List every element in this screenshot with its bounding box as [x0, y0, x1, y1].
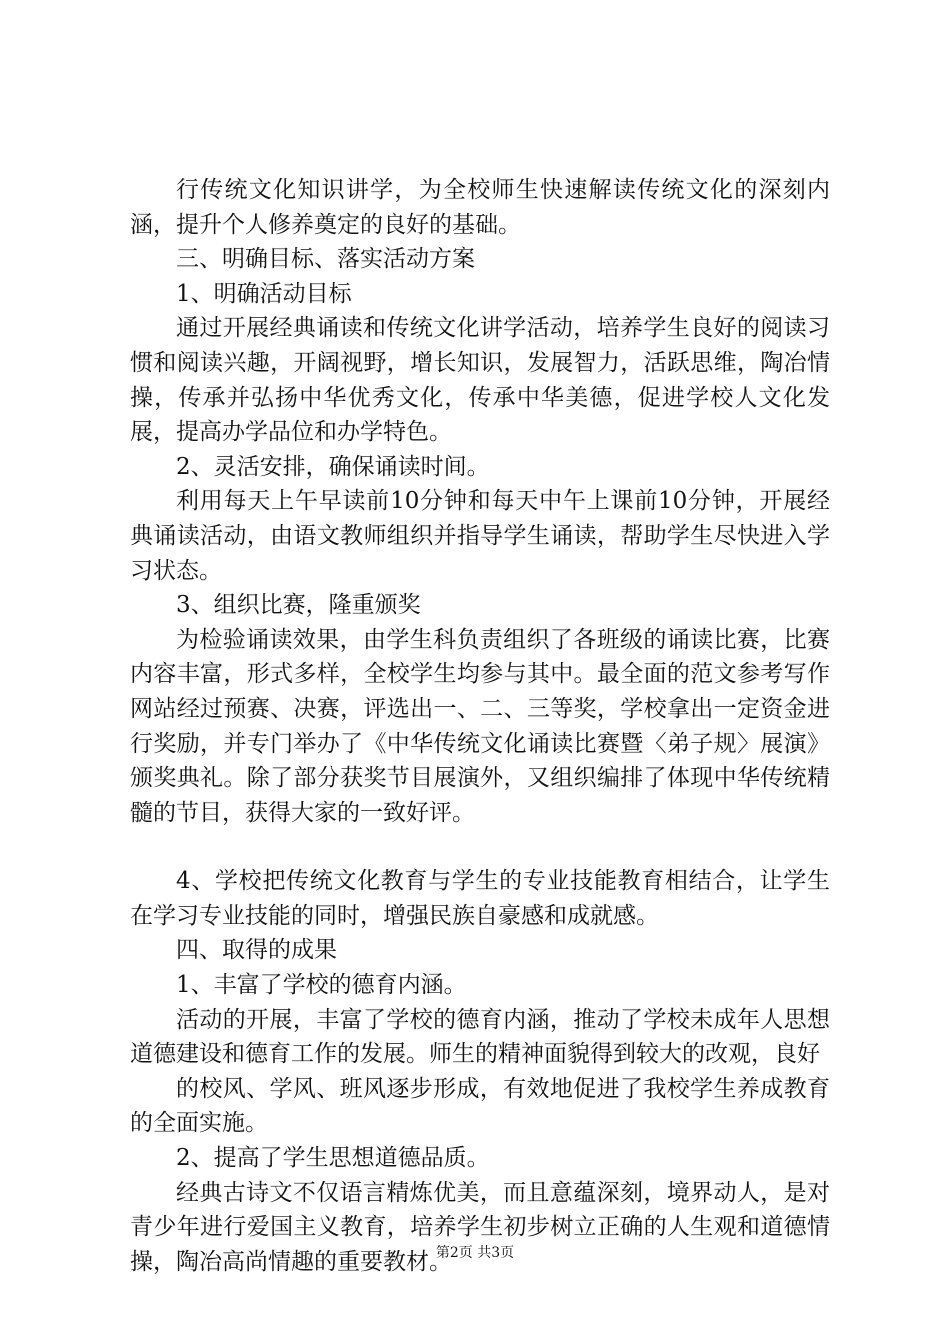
body-paragraph: 利用每天上午早读前10分钟和每天中午上课前10分钟，开展经典诵读活动，由语文教师组织并指导学生诵读，帮助学生尽快进入学习状态。 [130, 488, 830, 584]
body-paragraph: 的校风、学风、班风逐步形成，有效地促进了我校学生养成教育的全面实施。 [130, 1075, 830, 1137]
subsection-heading: 2、提高了学生思想道德品质。 [176, 1145, 490, 1172]
subsection-heading: 1、丰富了学校的德育内涵。 [176, 972, 467, 999]
page-number-footer: 第2页 共3页 [435, 1245, 515, 1261]
body-paragraph: 通过开展经典诵读和传统文化讲学活动，培养学生良好的阅读习惯和阅读兴趣，开阔视野，增长知识，发展智力，活跃思维，陶冶情操，传承并弘扬中华优秀文化，传承中华美德，促进学校人文化发展，提高办学品位和办学特色。 [130, 315, 830, 446]
subsection-heading: 1、明确活动目标 [176, 280, 352, 307]
section-heading: 四、取得的成果 [176, 937, 337, 964]
subsection-heading: 3、组织比赛，隆重颁奖 [176, 592, 421, 619]
paragraph-spacer [130, 830, 830, 864]
body-paragraph: 经典古诗文不仅语言精炼优美，而且意蕴深刻，境界动人，是对青少年进行爱国主义教育，培养学生初步树立正确的人生观和道德情操，陶冶高尚情趣的重要教材。 [130, 1179, 830, 1275]
subsection-heading: 2、灵活安排，确保诵读时间。 [176, 453, 490, 480]
section-heading: 三、明确目标、落实活动方案 [176, 246, 475, 273]
body-paragraph: 行传统文化知识讲学，为全校师生快速解读传统文化的深刻内涵，提升个人修养奠定的良好的基础。 [130, 177, 830, 238]
body-paragraph: 活动的开展，丰富了学校的德育内涵，推动了学校未成年人思想道德建设和德育工作的发展。师生的精神面貌得到较大的改观，良好 [130, 1006, 830, 1068]
document-body [130, 173, 830, 1279]
body-paragraph: 4、学校把传统文化教育与学生的专业技能教育相结合，让学生在学习专业技能的同时，增强民族自豪感和成就感。 [130, 868, 830, 929]
body-paragraph: 为检验诵读效果，由学生科负责组织了各班级的诵读比赛，比赛内容丰富，形式多样，全校学生均参与其中。最全面的范文参考写作网站经过预赛、决赛，评选出一、二、三等奖，学校拿出一定资金进行奖励，并专门举办了《中华传统文化诵读比赛暨〈弟子规〉展演》颁奖典礼。除了部分获奖节目展演外，又组织编排了体现中华传统精髓的节目，获得大家的一致好评。 [130, 626, 830, 826]
